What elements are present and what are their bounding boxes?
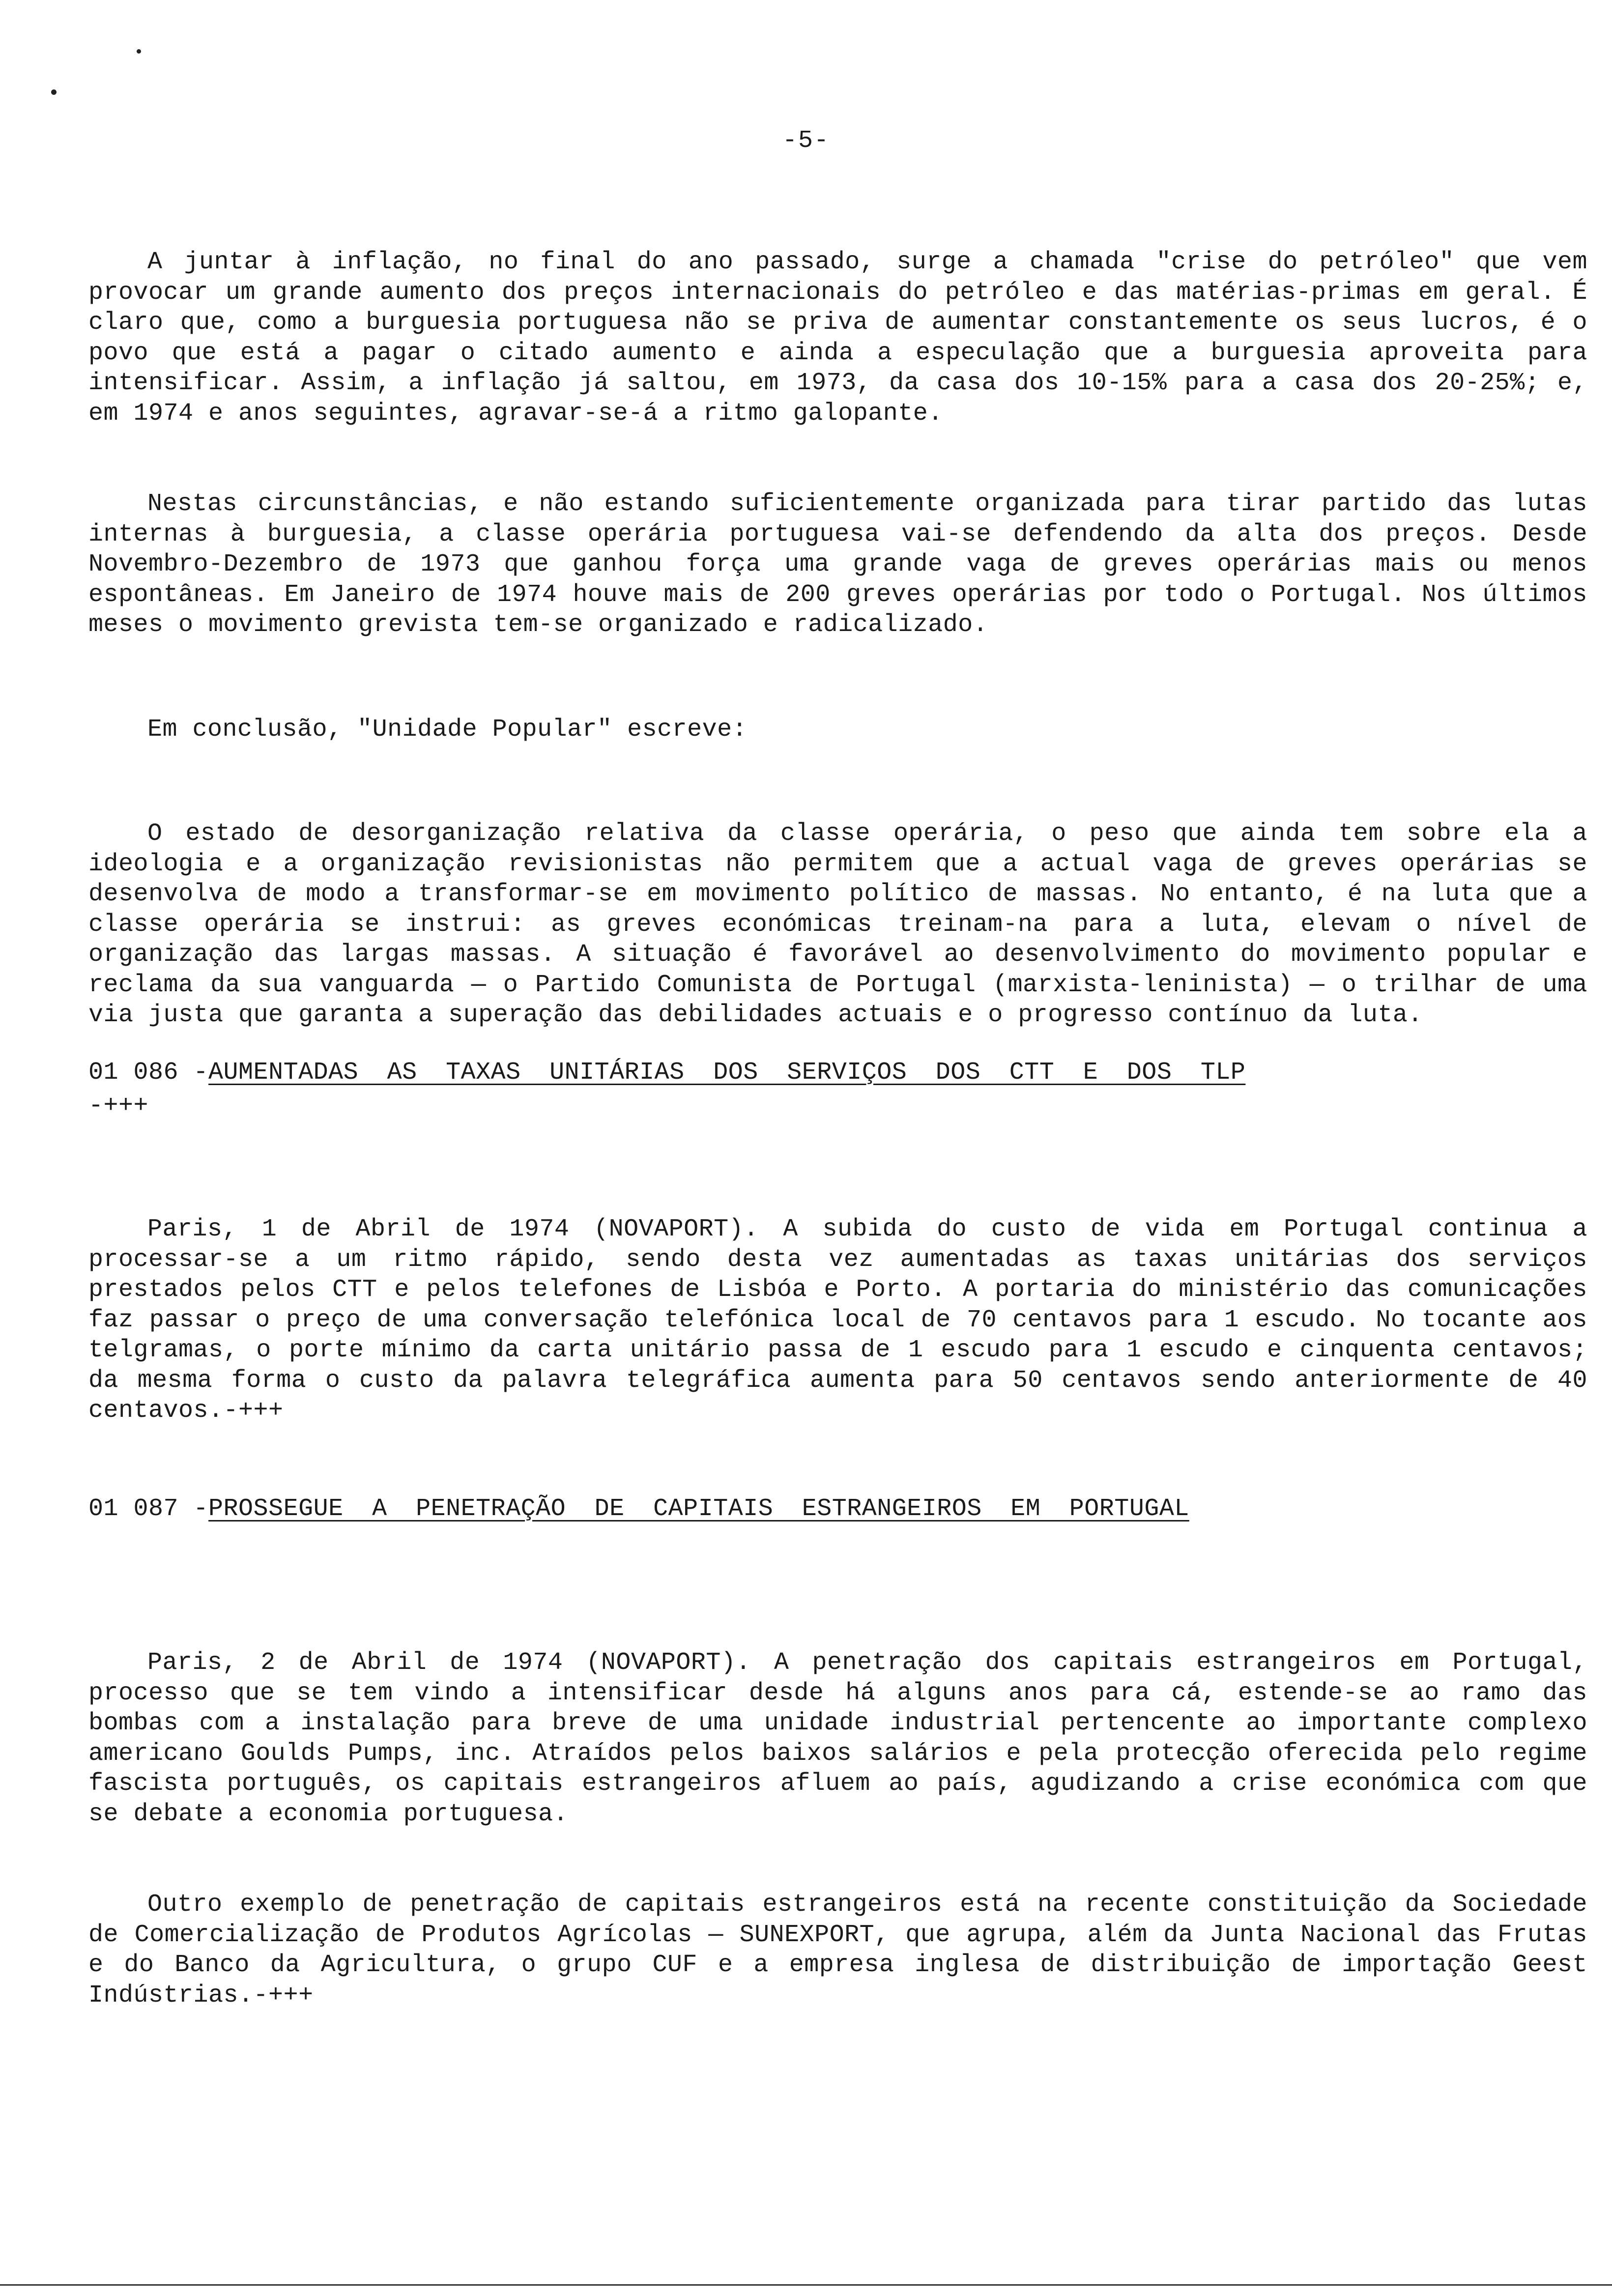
intro-paragraph-1: A juntar à inflação, no final do ano passado, surge a chamada "crise do petróleo" que vem provocar um grande aumento dos preços internacionais do petróleo e das matérias-primas em geral. É claro que, como a burguesia portuguesa não se priva de aumentar constantemente os seus lucros, é o povo que está a pagar o citado aumento e ainda a especulação que a burguesia aproveita para intensificar. Assim, a inflação já saltou, em 1973, da casa dos 10-15% para a casa dos 20-25%; e, em 1974 e anos seguintes, agravar-se-á a ritmo galopante. — [88, 248, 1603, 428]
bottom-edge-rule — [0, 2284, 1612, 2286]
article-body-087 — [88, 1587, 1603, 2071]
article-code: 01 086 - — [88, 1059, 209, 1087]
article-code: 01 087 - — [88, 1495, 209, 1523]
quote-end-marker: -+++ — [88, 1091, 149, 1120]
scan-speck — [51, 89, 57, 95]
article-paragraph: Paris, 2 de Abril de 1974 (NOVAPORT). A penetração dos capitais estrangeiros em Portugal, processo que se tem vindo a intensificar desde há alguns anos para cá, estende-se ao ramo das bombas com a instalação para breve de uma unidade industrial pertencente ao importante complexo americano Goulds Pumps, inc. Atraídos pelos baixos salários e pela protecção oferecida pelo regime fascista português, os capitais estrangeiros afluem ao país, agudizando a crise económica com que se debate a economia portuguesa. — [88, 1649, 1603, 1828]
article-body-086 — [88, 1154, 1603, 1487]
article-paragraph-2: Outro exemplo de penetração de capitais estrangeiros está na recente constituição da Sociedade de Comercialização de Produtos Agrícolas — SUNEXPORT, que agrupa, além da Junta Nacional das Frutas e do Banco da Agricultura, o grupo CUF e a empresa inglesa de distribuição de importação Geest Indústrias.-+++ — [88, 1891, 1603, 2009]
intro-paragraph-2: Nestas circunstâncias, e não estando suficientemente organizada para tirar partido das lutas internas à burguesia, a classe operária portuguesa vai-se defendendo da alta dos preços. Desde Novembro-Dezembro de 1973 que ganhou força uma grande vaga de greves operárias mais ou menos espontâneas. Em Janeiro de 1974 houve mais de 200 greves operárias por todo o Portugal. Nos últimos meses o movimento grevista tem-se organizado e radicalizado. — [88, 490, 1603, 639]
quoted-conclusion: O estado de desorganização relativa da classe operária, o peso que ainda tem sobre ela a ideologia e a organização revisionistas não permitem que a actual vaga de greves operárias se desenvolva de modo a transformar-se em movimento político de massas. No entanto, é na luta que a classe operária se instrui: as greves económicas treinam-na para a luta, elevam o nível de organização das largas massas. A situação é favorável ao desenvolvimento do movimento popular e reclama da sua vanguarda — o Partido Comunista de Portugal (marxista-leninista) — o trilhar de uma via justa que garanta a superação das debilidades actuais e o progresso contínuo da luta. — [88, 820, 1603, 1029]
scan-speck — [137, 49, 141, 54]
intro-section — [88, 187, 1603, 1181]
article-heading-087 — [88, 1492, 1612, 1526]
article-title: PROSSEGUE A PENETRAÇÃO DE CAPITAIS ESTRANGEIROS EM PORTUGAL — [208, 1495, 1189, 1523]
article-heading-086 — [88, 1056, 1612, 1090]
article-title: AUMENTADAS AS TAXAS UNITÁRIAS DOS SERVIÇOS DOS CTT E DOS TLP — [208, 1059, 1246, 1087]
article-paragraph: Paris, 1 de Abril de 1974 (NOVAPORT). A subida do custo de vida em Portugal continua a processar-se a um ritmo rápido, sendo desta vez aumentadas as taxas unitárias dos serviços prestados pelos CTT e pelos telefones de Lisbóa e Porto. A portaria do ministério das comunicações faz passar o preço de uma conversação telefónica local de 70 centavos para 1 escudo. No tocante aos telgramas, o porte mínimo da carta unitário passa de 1 escudo para 1 escudo e cinquenta centavos; da mesma forma o custo da palavra telegráfica aumenta para 50 centavos sendo anteriormente de 40 centavos.-+++ — [88, 1215, 1603, 1425]
page-number: -5- — [782, 127, 830, 155]
intro-paragraph-3: Em conclusão, "Unidade Popular" escreve: — [147, 715, 748, 744]
